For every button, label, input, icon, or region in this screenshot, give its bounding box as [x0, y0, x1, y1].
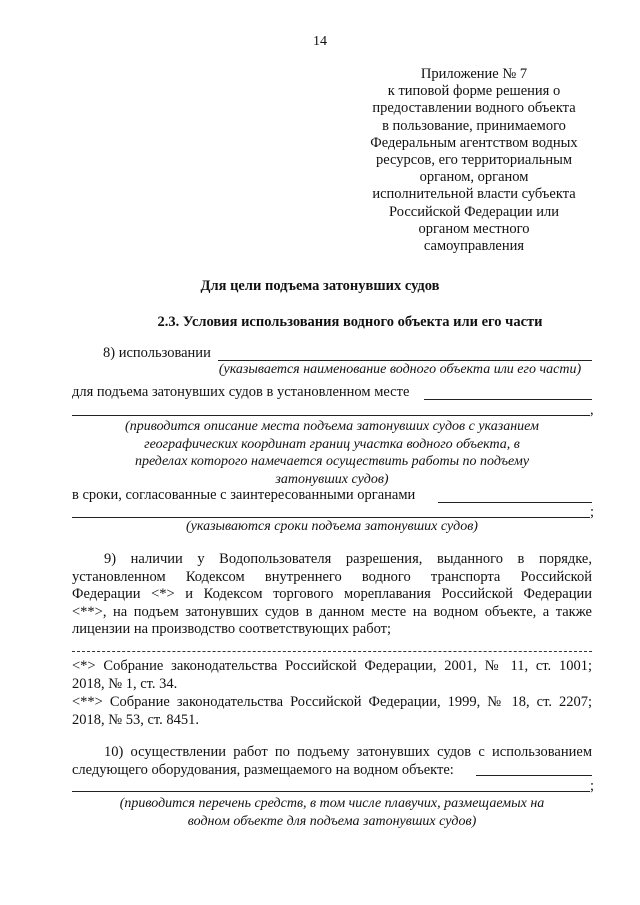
appendix-line: органом, органом [419, 169, 529, 186]
item8-comma: , [590, 402, 594, 418]
item8-terms-text: в сроки, согласованные с заинтересованными органами [72, 487, 416, 503]
appendix-line: предоставлении водного объекта [372, 100, 576, 117]
place-description-field[interactable] [72, 415, 590, 416]
item8-hint-water-object: (указывается наименование водного объекта или его части) [218, 362, 582, 377]
appendix-line: к типовой форме решения о [387, 83, 561, 100]
item10-paragraph: 10) осуществлении работ по подъему затонувших судов с использованием следующего оборудования, размещаемого на водном объекте: [72, 744, 592, 778]
section-heading: 2.3. Условия использования водного объекта или его части [157, 314, 543, 330]
item8-place-text: для подъема затонувших судов в установленном месте [72, 384, 410, 400]
item8-hint-place: (приводится описание места подъема затонувших судов с указанием географических координат границ участка водного объекта, в пределах которого намечается осуществить работы по подъему затонувших судов) [125, 419, 539, 487]
appendix-line: Федеральным агентством водных [370, 134, 578, 151]
terms-field[interactable] [438, 502, 592, 503]
item8-hint-terms: (указываются сроки подъема затонувших судов) [186, 519, 478, 534]
equipment-continuation-field[interactable] [72, 791, 590, 792]
appendix-line: органом местного [418, 220, 530, 237]
appendix-line: исполнительной власти субъекта [372, 186, 576, 203]
item8-label: 8) использовании [103, 345, 211, 361]
water-object-name-field[interactable] [218, 360, 592, 361]
appendix-line: Российской Федерации или [389, 203, 559, 220]
footnote-1: <*> Собрание законодательства Российской Федерации, 2001, № 11, ст. 1001; 2018, № 1, ст. 34. [72, 658, 592, 692]
page-number: 14 [313, 34, 327, 49]
footnote-2: <**> Собрание законодательства Российской Федерации, 1999, № 18, ст. 2207; 2018, № 53, ст. 8451. [72, 694, 592, 728]
appendix-line: в пользование, принимаемого [382, 117, 566, 134]
item9-paragraph: 9) наличии у Водопользователя разрешения, выданного в порядке, установленном Кодексом внутреннего водного транспорта Российской Федерации <*> и Кодексом торгового мореплавания Российской Федерации <**>, на подъем затонувших судов в данном месте на водном объекте, а также лицензии на производство соответствующих работ; [72, 551, 592, 637]
item10-semicolon: ; [590, 778, 595, 794]
terms-continuation-field[interactable] [72, 517, 590, 518]
appendix-line: самоуправления [423, 238, 525, 255]
appendix-line: Приложение № 7 [420, 66, 528, 82]
footnote-separator [72, 651, 592, 652]
appendix-block [360, 66, 588, 255]
equipment-field[interactable] [476, 775, 592, 776]
purpose-heading: Для цели подъема затонувших судов [200, 278, 440, 294]
item8-semicolon: ; [590, 504, 595, 520]
place-field[interactable] [424, 399, 592, 400]
appendix-line: ресурсов, его территориальным [376, 152, 572, 169]
item10-hint-equipment: (приводится перечень средств, в том числе плавучих, размещаемых на водном объекте для подъема затонувших судов) [119, 796, 545, 829]
